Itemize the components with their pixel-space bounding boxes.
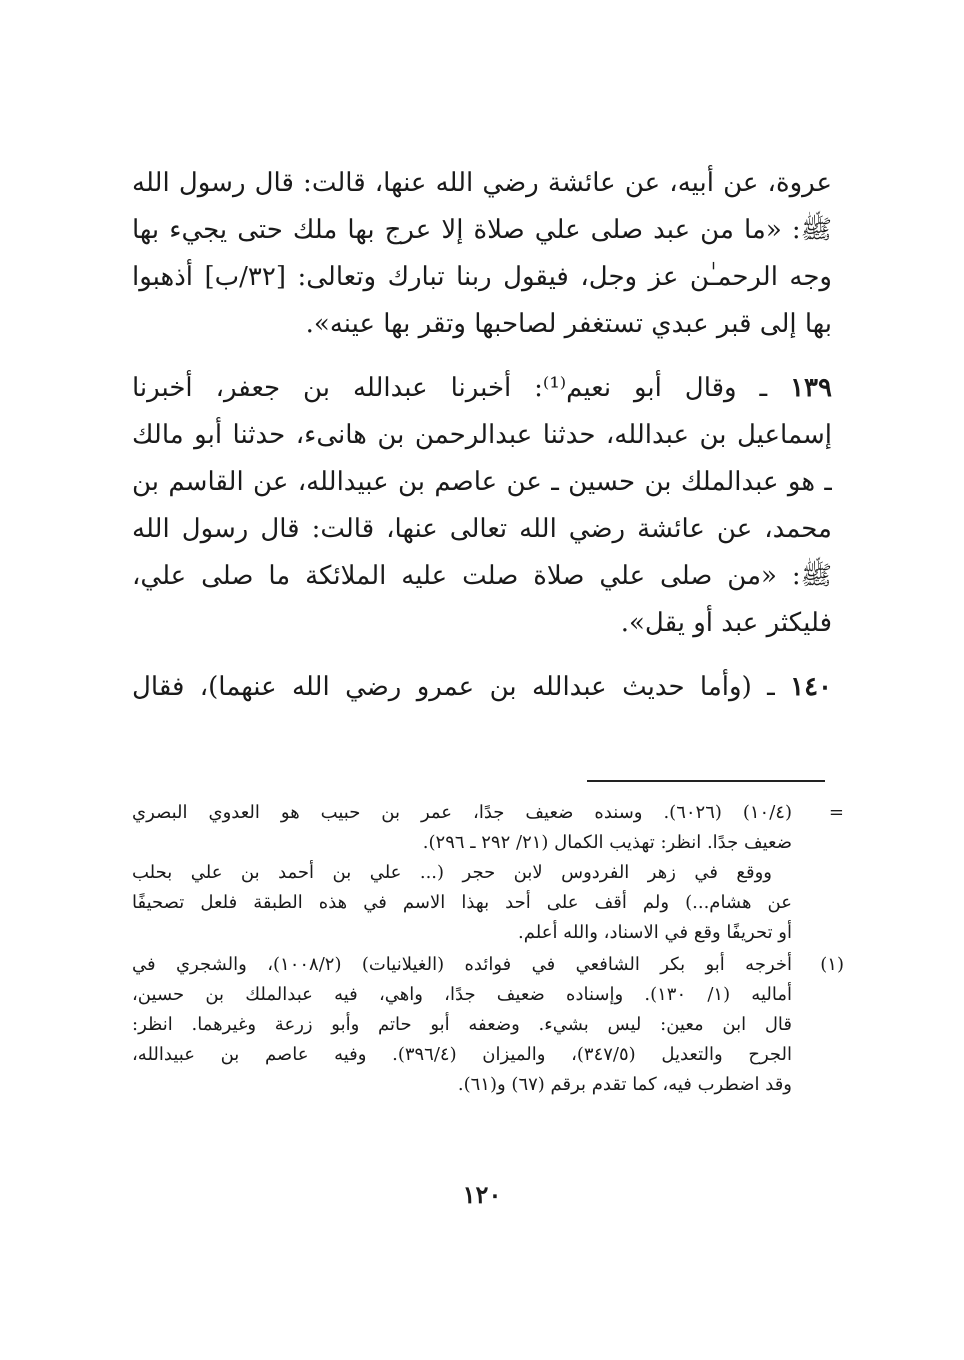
footnote-line: أخرجه أبو بكر الشافعي في فوائده (الغيلانيات) (١٠٠٨/٢)، والشجري في: [132, 954, 792, 975]
footnote-marker: (١): [820, 954, 844, 975]
footnote-line: وقد اضطرب فيه، كما تقدم برقم (٦٧) و(٦١).: [457, 1074, 792, 1095]
footnote-1: [132, 950, 844, 1100]
footnote-marker: =: [828, 802, 844, 823]
text-line: وجه الرحمـٰن عز وجل، فيقول ربنا تبارك وتعالى: [٣٢/ب] أذهبوا: [132, 262, 832, 292]
footnote-separator: [587, 780, 825, 782]
text-line: ﷺ: «ما من عبد صلى علي صلاة إلا عرج بها ملك حتى يجيء بها: [132, 215, 832, 245]
footnote-line: أماليه (١/ ١٣٠). وإسناده ضعيف جدًا، واهي، فيه عبدالملك بن حسين،: [132, 984, 792, 1005]
page-number: ١٢٠: [462, 1180, 502, 1209]
text-line: إسماعيل بن عبدالله، حدثنا عبدالرحمن بن هانىء، حدثنا أبو مالك: [132, 420, 832, 450]
footnotes: [132, 798, 844, 1102]
text-line: [132, 664, 832, 711]
footnote-line: أو تحريفًا وقع في الاسناد، والله أعلم.: [518, 922, 792, 943]
footnote-line: قال ابن معين: ليس بشيء. وضعفه أبو حاتم وأبو زرعة وغيرهما. انظر:: [132, 1014, 792, 1035]
footnote-line: الجرح والتعديل (٣٤٧/٥)، والميزان (٣٩٦/٤). وفيه عاصم بن عبيدالله،: [132, 1044, 792, 1065]
footnote-line: (١٠/٤) (٦٠٢٦). وسنده ضعيف جدًا، عمر بن حبيب هو العدوي البصري: [132, 802, 792, 823]
footnote-line: ضعيف جدًا. انظر: تهذيب الكمال (٢١/ ٢٩٢ ـ ٢٩٦).: [422, 832, 792, 853]
paragraph-hadith-continuation: [132, 160, 832, 348]
text-line: ﷺ: «من صلى علي صلاة صلت عليه الملائكة ما صلى علي،: [132, 561, 832, 591]
text-line: [132, 365, 832, 412]
footnote-line: عن هشام...) ولم أقف على أحد بهذا الاسم في هذه الطبقة فلعل تصحيفًا: [132, 892, 792, 913]
text-line: عروة، عن أبيه، عن عائشة رضي الله عنها، قالت: قال رسول الله: [132, 168, 832, 198]
text-line-content: ـ وقال أبو نعيم⁽¹⁾: أخبرنا عبدالله بن جعفر، أخبرنا: [132, 373, 768, 403]
hadith-number: ١٣٩: [790, 373, 832, 403]
paragraph-hadith-140: [132, 664, 832, 711]
text-line: محمد، عن عائشة رضي الله تعالى عنها، قالت: قال رسول الله: [132, 514, 832, 544]
paragraph-hadith-139: [132, 365, 832, 647]
text-line: بها إلى قبر عبدي تستغفر لصاحبها وتقر بها عينه».: [305, 309, 832, 339]
text-line: ـ هو عبدالملك بن حسين ـ عن عاصم بن عبيدالله، عن القاسم بن: [132, 467, 832, 497]
footnote-continued: [132, 798, 844, 948]
text-line-content: ـ (وأما حديث عبدالله بن عمرو رضي الله عنهما)، فقال: [132, 672, 775, 702]
text-line: فليكثر عبد أو يقل».: [620, 608, 832, 638]
footnote-line: ووقع في زهر الفردوس لابن حجر (... علي بن أحمد بن علي بحلب: [132, 862, 772, 883]
hadith-number: ١٤٠: [790, 672, 832, 702]
